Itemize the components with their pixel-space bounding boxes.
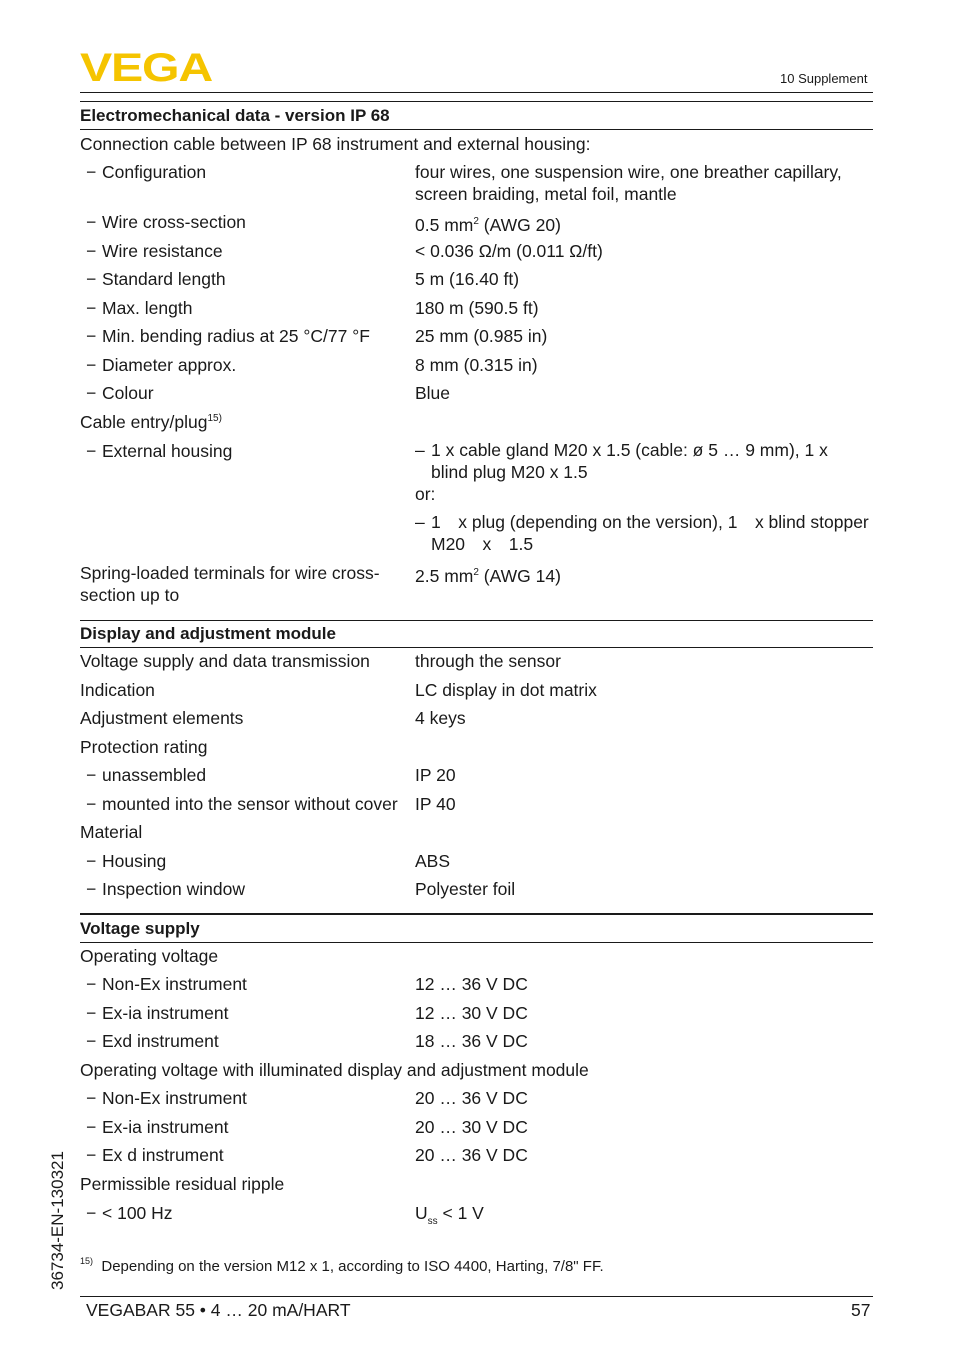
section-rule-bottom [80,647,873,648]
row-label: − Non-Ex instrument [86,1088,247,1108]
section-title-voltage: Voltage supply [80,919,200,938]
footer-rule [80,1296,873,1297]
row-label: − Wire cross-section [86,212,246,232]
svg-text:VEGA: VEGA [80,50,213,84]
row-value: < 0.036 Ω/m (0.011 Ω/ft) [415,241,603,261]
row-label: − Exd instrument [86,1031,219,1051]
row-value: LC display in dot matrix [415,680,597,700]
terminals-label: Spring-loaded terminals for wire cross- section up to [80,563,380,605]
section-header: 10 Supplement [780,71,868,86]
row-label: − Housing [86,851,167,871]
row-value: four wires, one suspension wire, one breather capillary, screen braiding, metal foil, mantle [415,162,842,204]
section-rule-top [80,620,873,621]
page-number: 57 [851,1300,871,1320]
residual-ripple-label: Permissible residual ripple [80,1174,285,1194]
row-value: IP 40 [415,794,456,814]
material-label: Material [80,822,143,842]
row-label: − mounted into the sensor without cover [86,794,398,814]
row-value: 0.5 $mm^2$ (AWG 20) [415,215,561,235]
terminals-value: 2.5 $mm^2$ (AWG 14) [415,566,561,586]
document-code: 36734-EN-130321 [48,1151,67,1290]
row-label: − Ex-ia instrument [86,1117,229,1137]
operating-voltage-label: Operating voltage [80,946,219,966]
row-value: 4 keys [415,708,466,728]
row-label: − Inspection window [86,879,245,899]
row-label: − Ex-ia instrument [86,1003,229,1023]
row-label: − Min. bending radius at 25 °C/77 °F [86,326,370,346]
row-label: − Wire resistance [86,241,223,261]
row-label: − Diameter approx. [86,355,237,375]
section-rule-top [80,913,873,915]
footnote: $^{15)}$ Depending on the version M12 x 1, according to ISO 4400, Harting, 7/8" FF. [80,1256,604,1275]
cable-entry-label: Cable entry/plug$^{15)}$ [80,412,222,432]
row-value: 12 … 30 V DC [415,1003,528,1023]
row-value: 5 m (16.40 ft) [415,269,520,289]
external-housing-option-1: – 1 x cable gland M20 x 1.5 (cable: ø 5 … 9 mm), 1 x blind plug M20 x 1.5 or: [415,440,828,504]
illuminated-voltage-label: Operating voltage with illuminated display and adjustment module [80,1060,589,1080]
row-label: − Colour [86,383,154,403]
row-label: − Ex d instrument [86,1145,224,1165]
section-title-display: Display and adjustment module [80,624,336,643]
row-label: Voltage supply and data transmission [80,651,370,671]
row-label: − Max. length [86,298,193,318]
section-rule-bottom [80,942,873,943]
section-rule-top [80,101,873,102]
row-value: $U_{ss} < 1$ V [415,1203,484,1227]
section-title-electromechanical: Electromechanical data - version IP 68 [80,106,390,125]
row-value: Blue [415,383,451,403]
footer-product: VEGABAR 55 • 4 … 20 mA/HART [86,1300,351,1320]
row-value: 8 mm (0.315 in) [415,355,538,375]
row-label: Adjustment elements [80,708,244,728]
row-value: Polyester foil [415,879,516,899]
header-rule [80,92,873,93]
row-value: 20 … 30 V DC [415,1117,528,1137]
row-value: 18 … 36 V DC [415,1031,528,1051]
row-value: 180 m (590.5 ft) [415,298,539,318]
external-housing-label: − External housing [86,441,233,461]
row-label: − Configuration [86,162,207,182]
row-value: 12 … 36 V DC [415,974,528,994]
section-rule-bottom [80,129,873,130]
external-housing-option-2: – 1 x plug (depending on the version), 1 x blind stopper M20 x 1.5 [415,512,869,554]
row-label: − < 100 Hz [86,1203,173,1223]
row-value: 20 … 36 V DC [415,1088,528,1108]
row-value: IP 20 [415,765,456,785]
row-value: ABS [415,851,451,871]
row-label: − unassembled [86,765,207,785]
row-label: − Standard length [86,269,226,289]
row-label: Indication [80,680,155,700]
row-value: 25 mm (0.985 in) [415,326,548,346]
row-value: 20 … 36 V DC [415,1145,528,1165]
vega-logo [80,50,214,84]
connection-cable-intro: Connection cable between IP 68 instrument and external housing: [80,134,591,154]
protection-rating-label: Protection rating [80,737,208,757]
row-label: − Non-Ex instrument [86,974,247,994]
row-value: through the sensor [415,651,561,671]
